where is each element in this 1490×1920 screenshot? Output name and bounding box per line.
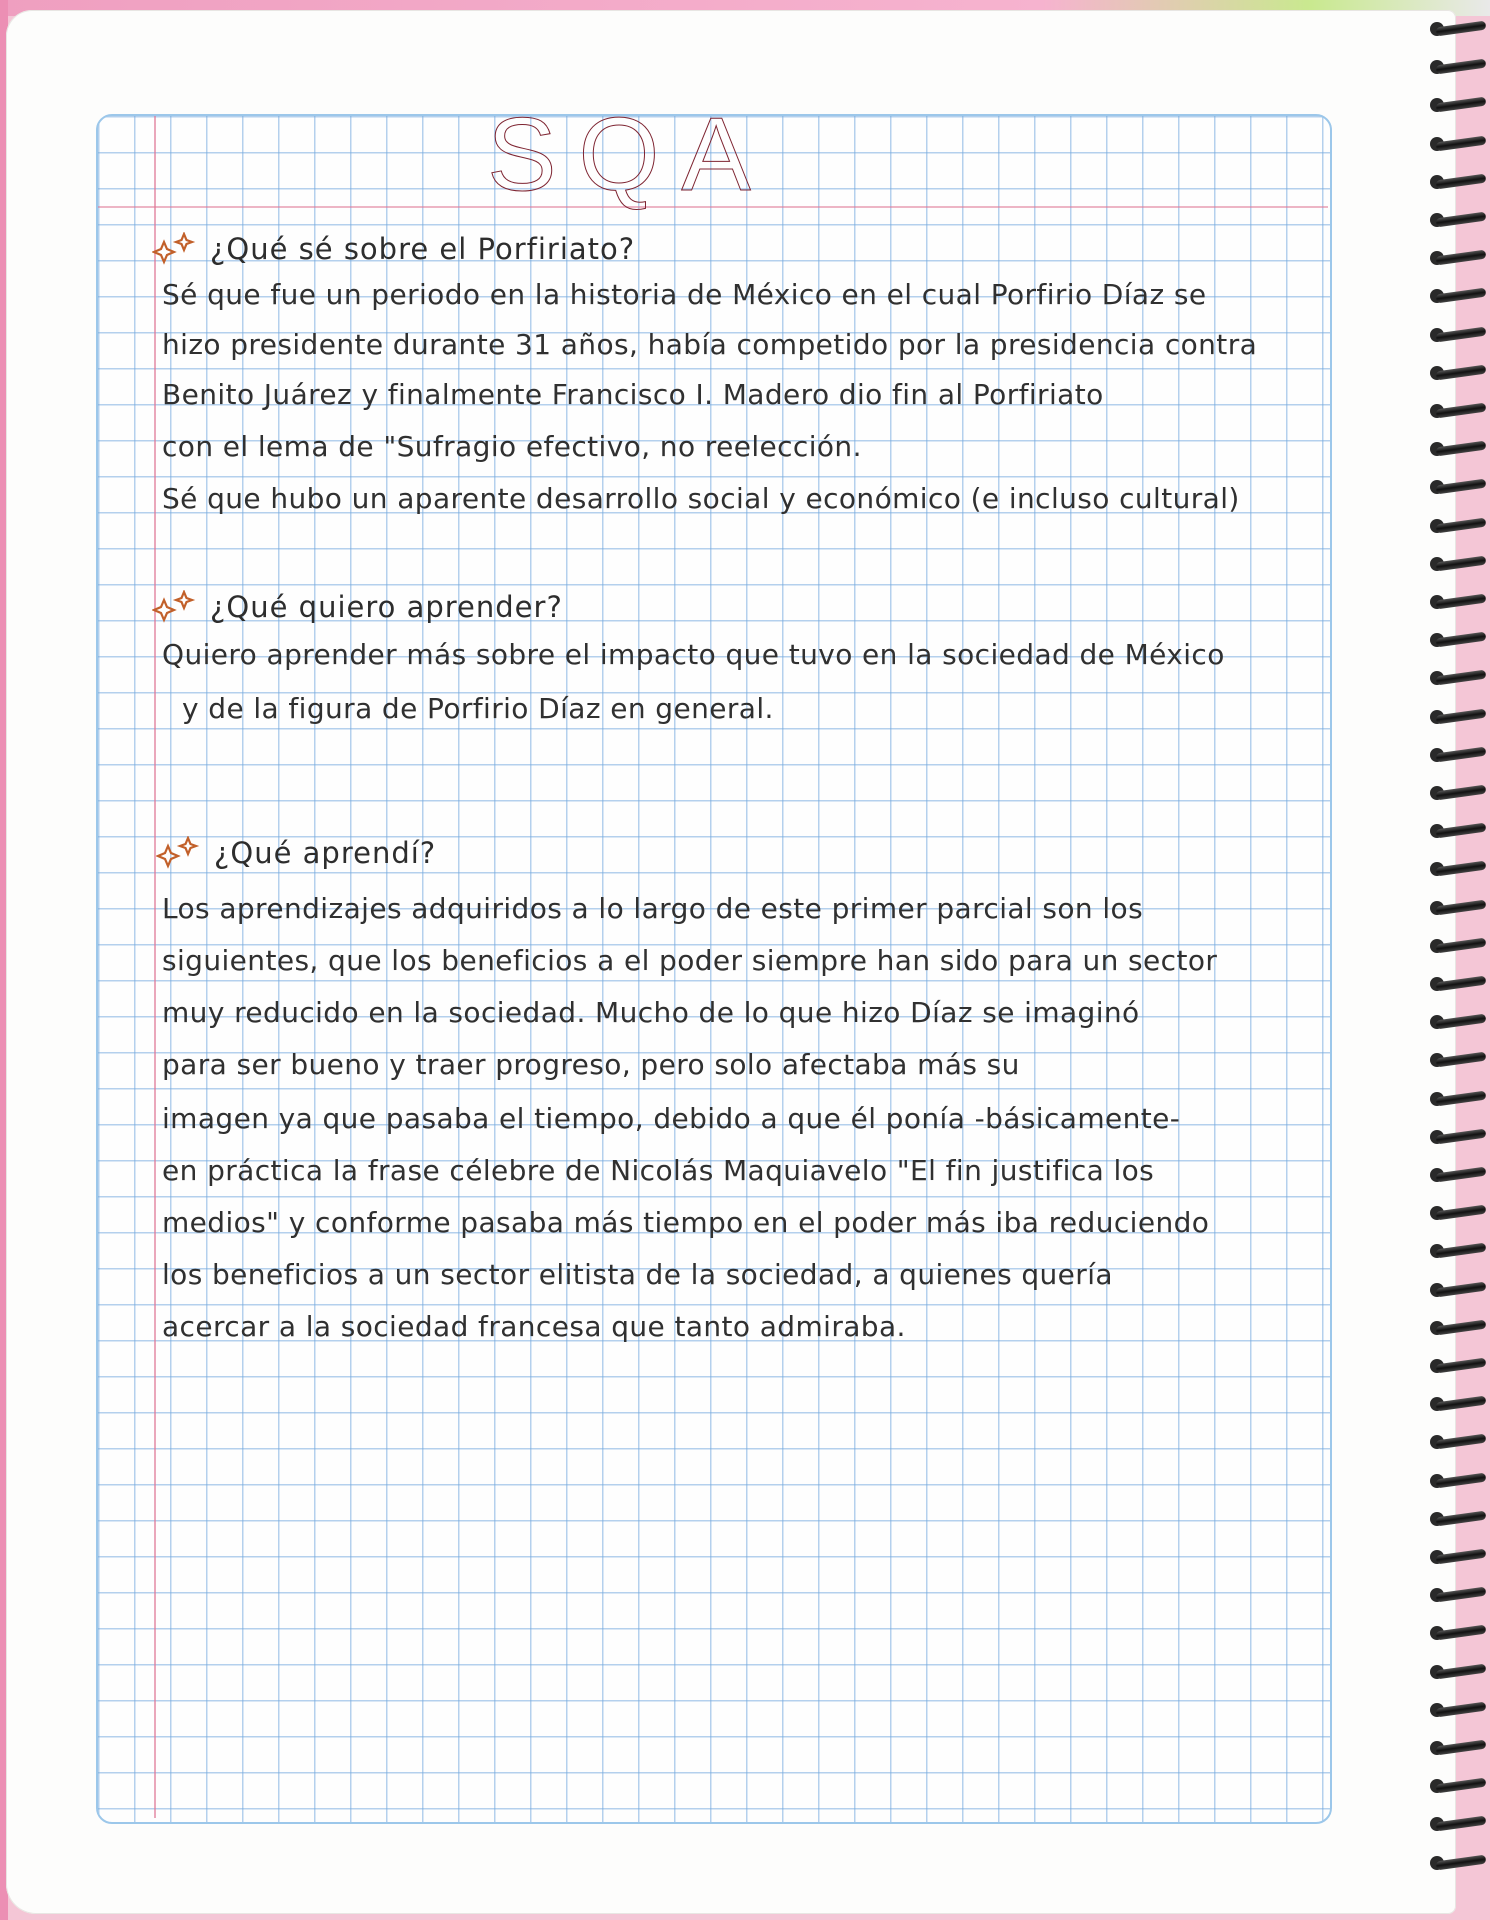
- spiral-ring: [1430, 1624, 1486, 1640]
- spiral-ring: [1430, 1472, 1486, 1488]
- spiral-ring: [1430, 708, 1486, 724]
- spiral-ring: [1430, 593, 1486, 609]
- spiral-ring: [1430, 173, 1486, 189]
- spiral-ring: [1430, 1701, 1486, 1717]
- spiral-ring: [1430, 1051, 1486, 1067]
- spiral-ring: [1430, 1815, 1486, 1831]
- spiral-ring: [1430, 669, 1486, 685]
- spiral-ring: [1430, 1242, 1486, 1258]
- spiral-ring: [1430, 1433, 1486, 1449]
- spiral-ring: [1430, 249, 1486, 265]
- spiral-ring: [1430, 899, 1486, 915]
- spiral-ring: [1430, 96, 1486, 112]
- spiral-ring: [1430, 1663, 1486, 1679]
- spiral-ring: [1430, 402, 1486, 418]
- answer-line: hizo presidente durante 31 años, había competido por la presidencia contra: [162, 328, 1258, 361]
- spiral-ring: [1430, 517, 1486, 533]
- spiral-ring: [1430, 326, 1486, 342]
- question-3: [156, 836, 436, 870]
- spiral-ring: [1430, 478, 1486, 494]
- spiral-ring: [1430, 1204, 1486, 1220]
- spiral-ring: [1430, 555, 1486, 571]
- margin-line: [154, 116, 156, 1818]
- spiral-ring: [1430, 1166, 1486, 1182]
- spiral-ring: [1430, 975, 1486, 991]
- answer-line: Benito Juárez y finalmente Francisco I. Madero dio fin al Porfiriato: [162, 378, 1104, 411]
- answer-line: para ser bueno y traer progreso, pero solo afectaba más su: [162, 1048, 1020, 1081]
- answer-line: acercar a la sociedad francesa que tanto admiraba.: [162, 1310, 906, 1343]
- spiral-ring: [1430, 1090, 1486, 1106]
- spiral-ring: [1430, 1854, 1486, 1870]
- spiral-ring: [1430, 822, 1486, 838]
- question-2: [152, 590, 563, 624]
- spiral-ring: [1430, 1586, 1486, 1602]
- spiral-ring: [1430, 1395, 1486, 1411]
- answer-line: los beneficios a un sector elitista de la sociedad, a quienes quería: [162, 1258, 1113, 1291]
- spiral-ring: [1430, 1357, 1486, 1373]
- answer-line: y de la figura de Porfirio Díaz en general.: [182, 692, 774, 725]
- answer-line: medios" y conforme pasaba más tiempo en el poder más iba reduciendo: [162, 1206, 1210, 1239]
- spiral-ring: [1430, 784, 1486, 800]
- spiral-ring: [1430, 746, 1486, 762]
- spiral-ring: [1430, 1281, 1486, 1297]
- question-text: ¿Qué quiero aprender?: [210, 590, 563, 624]
- spiral-binding: [1426, 20, 1490, 1900]
- answer-line: Quiero aprender más sobre el impacto que tuvo en la sociedad de México: [162, 638, 1225, 671]
- question-text: ¿Qué aprendí?: [214, 836, 437, 870]
- spiral-ring: [1430, 1128, 1486, 1144]
- answer-line: Sé que hubo un aparente desarrollo social y económico (e incluso cultural): [162, 482, 1240, 515]
- answer-line: imagen ya que pasaba el tiempo, debido a que él ponía -básicamente-: [162, 1102, 1181, 1135]
- sparkle-icon: [152, 590, 196, 624]
- notebook-page: [6, 10, 1456, 1914]
- spiral-ring: [1430, 860, 1486, 876]
- answer-line: Los aprendizajes adquiridos a lo largo de este primer parcial son los: [162, 892, 1144, 925]
- spiral-ring: [1430, 937, 1486, 953]
- spiral-ring: [1430, 364, 1486, 380]
- sparkle-icon: [152, 232, 196, 266]
- answer-line: muy reducido en la sociedad. Mucho de lo que hizo Díaz se imaginó: [162, 996, 1140, 1029]
- spiral-ring: [1430, 1013, 1486, 1029]
- spiral-ring: [1430, 1777, 1486, 1793]
- spiral-ring: [1430, 1739, 1486, 1755]
- spiral-ring: [1430, 440, 1486, 456]
- answer-line: en práctica la frase célebre de Nicolás Maquiavelo "El fin justifica los: [162, 1154, 1155, 1187]
- page-title: SQA: [487, 97, 773, 213]
- spiral-ring: [1430, 287, 1486, 303]
- spiral-ring: [1430, 1510, 1486, 1526]
- spiral-ring: [1430, 1548, 1486, 1564]
- answer-line: Sé que fue un periodo en la historia de México en el cual Porfirio Díaz se: [162, 278, 1207, 311]
- answer-line: siguientes, que los beneficios a el poder siempre han sido para un sector: [162, 944, 1218, 977]
- spiral-ring: [1430, 1319, 1486, 1335]
- sparkle-icon: [156, 836, 200, 870]
- spiral-ring: [1430, 58, 1486, 74]
- question-1: [152, 232, 635, 266]
- spiral-ring: [1430, 211, 1486, 227]
- spiral-ring: [1430, 135, 1486, 151]
- spiral-ring: [1430, 631, 1486, 647]
- spiral-ring: [1430, 20, 1486, 36]
- answer-line: con el lema de "Sufragio efectivo, no reelección.: [162, 430, 862, 463]
- question-text: ¿Qué sé sobre el Porfiriato?: [210, 232, 636, 266]
